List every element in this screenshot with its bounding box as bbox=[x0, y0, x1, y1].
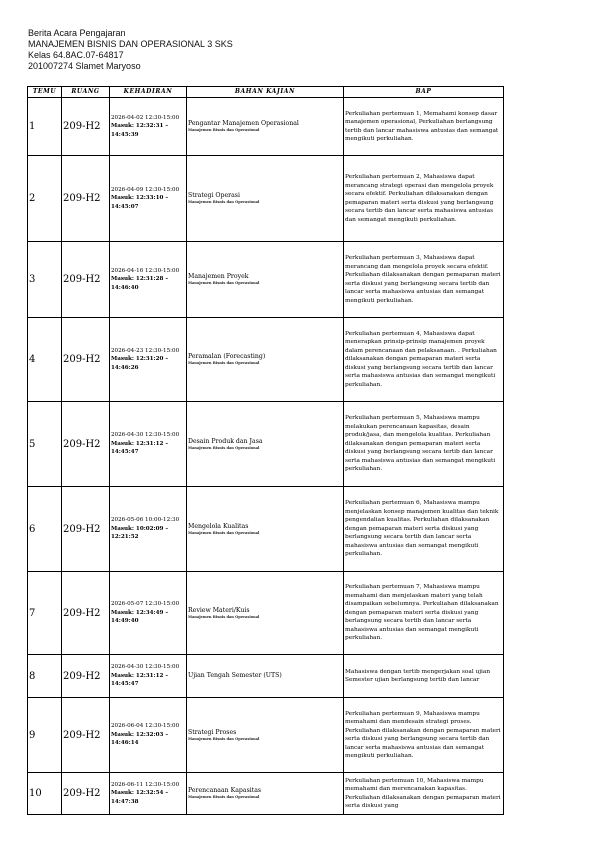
table-row bbox=[28, 156, 504, 242]
table-row bbox=[28, 242, 504, 318]
table-row bbox=[28, 655, 504, 698]
schedule: 2026-04-23 12:30-15:00 bbox=[111, 347, 180, 354]
attendance bbox=[110, 655, 187, 698]
meeting-number: 6 bbox=[28, 487, 62, 572]
topic: Desain Produk dan Jasa bbox=[188, 437, 263, 445]
teaching-report: Perkuliahan pertemuan 4, Mahasiswa dapat menerapkan prinsip-prinsip manajemen proyek dalam perencanaan dan pelaksanaan. . Perkuliahan dilaksanakan dengan pemaparan materi serta diskusi yang berlangsung secara tertib dan lancar serta mahasiswa antusias dan semangat mengikuti perkuliahan. bbox=[344, 318, 504, 402]
meeting-number: 5 bbox=[28, 402, 62, 487]
attendance bbox=[110, 402, 187, 487]
room: 209-H2 bbox=[62, 773, 110, 815]
course-label: Manajemen Bisnis dan Operasional bbox=[188, 128, 260, 132]
column-header-bahan-kajian: BAHAN KAJIAN bbox=[187, 87, 344, 98]
column-header-bap: BAP bbox=[344, 87, 504, 98]
schedule: 2026-04-30 12:30-15:00 bbox=[111, 432, 180, 439]
column-header-ruang: RUANG bbox=[62, 87, 110, 98]
attendance bbox=[110, 773, 187, 815]
teaching-record-table bbox=[27, 86, 504, 815]
room: 209-H2 bbox=[62, 98, 110, 156]
attendance bbox=[110, 487, 187, 572]
schedule: 2026-06-04 12:30-15:00 bbox=[111, 723, 180, 730]
topic: Perencanaan Kapasitas bbox=[188, 787, 262, 794]
schedule: 2026-04-02 12:30-15:00 bbox=[111, 114, 180, 121]
check-in-time: Masuk: 12:31:12 – 14:45:47 bbox=[111, 672, 169, 688]
document-title: Berita Acara Pengajaran bbox=[28, 28, 126, 38]
schedule: 2026-04-30 12:30-15:00 bbox=[111, 664, 180, 671]
schedule: 2026-05-06 10:00-12:30 bbox=[111, 517, 180, 524]
attendance bbox=[110, 242, 187, 318]
table-row bbox=[28, 773, 504, 815]
attendance bbox=[110, 318, 187, 402]
check-in-time: Masuk: 12:34:49 – 14:49:40 bbox=[111, 609, 169, 625]
schedule: 2026-06-11 12:30-15:00 bbox=[111, 781, 180, 788]
teaching-report: Perkuliahan pertemuan 3, Mahasiswa dapat merancang dan mengelola proyek secara efektif. Perkuliahan dilaksanakan dengan pemaparan materi serta diskusi yang berlangsung secara tertib dan lancar serta mahasiswa antusias dan semangat mengikuti perkuliahan. bbox=[344, 242, 504, 318]
room: 209-H2 bbox=[62, 156, 110, 242]
course-material bbox=[187, 402, 344, 487]
column-header-temu: TEMU bbox=[28, 87, 62, 98]
course-label: Manajemen Bisnis dan Operasional bbox=[188, 795, 260, 799]
course-label: Manajemen Bisnis dan Operasional bbox=[188, 281, 260, 285]
table-row bbox=[28, 698, 504, 773]
meeting-number: 1 bbox=[28, 98, 62, 156]
room: 209-H2 bbox=[62, 242, 110, 318]
table-row bbox=[28, 572, 504, 655]
teaching-report: Perkuliahan pertemuan 2, Mahasiswa dapat merancang strategi operasi dan mengelola proyek secara efektif. Perkuliahan dilaksanakan dengan pemaparan materi serta diskusi yang berlangsung secara tertib dan lancar serta mahasiswa antusias dan semangat mengikuti perkuliahan. bbox=[344, 156, 504, 242]
topic: Strategi Operasi bbox=[188, 192, 240, 199]
topic: Pengantar Manajemen Operasional bbox=[188, 120, 299, 127]
meeting-number: 10 bbox=[28, 773, 62, 815]
attendance bbox=[110, 156, 187, 242]
course-material bbox=[187, 318, 344, 402]
topic: Peramalan (Forecasting) bbox=[188, 353, 266, 360]
course-material bbox=[187, 487, 344, 572]
schedule: 2026-04-09 12:30-15:00 bbox=[111, 186, 180, 193]
teaching-report: Perkuliahan pertemuan 6, Mahasiswa mampu menjelaskan konsep manajemen kualitas dan teknik pengendalian kualitas. Perkuliahan dilaksanakan dengan pemaparan materi serta diskusi yang berlangsung secara tertib dan lancar serta mahasiswa antusias dan semangat mengikuti perkuliahan. bbox=[344, 487, 504, 572]
teaching-report: Perkuliahan pertemuan 10, Mahasiswa mampu memahami dan merencanakan kapasitas. Perkuliahan dilaksanakan dengan pemaparan materi serta diskusi yang bbox=[344, 773, 504, 815]
schedule: 2026-04-16 12:30-15:00 bbox=[111, 267, 180, 274]
check-in-time: Masuk: 12:32:31 – 14:45:39 bbox=[111, 123, 169, 138]
course-label: Manajemen Bisnis dan Operasional bbox=[188, 614, 260, 619]
meeting-number: 7 bbox=[28, 572, 62, 655]
course-material bbox=[187, 242, 344, 318]
class-code: Kelas 64.8AC.07-64817 bbox=[28, 50, 124, 60]
teaching-report: Mahasiswa dengan tertib mengerjakan soal ujian Semester ujian berlangsung tertib dan lancar bbox=[344, 655, 504, 698]
course-material bbox=[187, 655, 344, 698]
column-header-kehadiran: KEHADIRAN bbox=[110, 87, 187, 98]
table-row bbox=[28, 318, 504, 402]
attendance bbox=[110, 98, 187, 156]
table-row bbox=[28, 98, 504, 156]
check-in-time: Masuk: 12:33:10 – 14:45:07 bbox=[111, 195, 169, 210]
teaching-report: Perkuliahan pertemuan 1, Memahami konsep dasar manajemen operasional, Perkuliahan berlangsung tertib dan lancar mahasiswa antusias dan semangat mengikuti perkuliahan. bbox=[344, 98, 504, 156]
course-label: Manajemen Bisnis dan Operasional bbox=[188, 736, 260, 741]
teaching-report: Perkuliahan pertemuan 5, Mahasiswa mampu melakukan perencanaan kapasitas, desain produk/jasa, dan mengelola kualitas. Perkuliahan dilaksanakan dengan pemaparan materi serta diskusi yang berlangsung secara tertib dan lancar serta mahasiswa antusias dan semangat mengikuti perkuliahan. bbox=[344, 402, 504, 487]
room: 209-H2 bbox=[62, 698, 110, 773]
course-material bbox=[187, 98, 344, 156]
lecturer-name: 201007274 Slamet Maryoso bbox=[28, 61, 141, 71]
room: 209-H2 bbox=[62, 318, 110, 402]
course-material bbox=[187, 156, 344, 242]
course-name: MANAJEMEN BISNIS DAN OPERASIONAL 3 SKS bbox=[28, 39, 233, 49]
topic: Mengelola Kualitas bbox=[188, 522, 249, 530]
teaching-report: Perkuliahan pertemuan 7, Mahasiswa mampu memahami dan menjelaskan materi yang telah disampaikan sebelumnya. Perkuliahan dilaksanakan dengan pemaparan materi serta diskusi yang berlangsung secara tertib dan lancar serta mahasiswa antusias dan semangat mengikuti perkuliahan. bbox=[344, 572, 504, 655]
check-in-time: Masuk: 12:31:12 – 14:45:47 bbox=[111, 440, 169, 456]
topic: Ujian Tengah Semester (UTS) bbox=[188, 672, 282, 679]
room: 209-H2 bbox=[62, 487, 110, 572]
meeting-number: 4 bbox=[28, 318, 62, 402]
check-in-time: Masuk: 12:31:28 – 14:46:40 bbox=[111, 276, 169, 291]
schedule: 2026-05-07 12:30-15:00 bbox=[111, 601, 180, 608]
teaching-report: Perkuliahan pertemuan 9, Mahasiswa mampu memahami dan mendesain strategi proses. Perkuliahan dilaksanakan dengan pemaparan materi serta diskusi yang berlangsung secara tertib dan lancar serta mahasiswa antusias dan semangat mengikuti perkuliahan. bbox=[344, 698, 504, 773]
check-in-time: Masuk: 12:32:03 – 14:46:14 bbox=[111, 731, 169, 747]
course-label: Manajemen Bisnis dan Operasional bbox=[188, 200, 260, 204]
meeting-number: 8 bbox=[28, 655, 62, 698]
course-label: Manajemen Bisnis dan Operasional bbox=[188, 530, 260, 535]
check-in-time: Masuk: 10:02:09 – 12:21:52 bbox=[111, 525, 169, 541]
course-label: Manajemen Bisnis dan Operasional bbox=[188, 445, 260, 450]
room: 209-H2 bbox=[62, 655, 110, 698]
attendance bbox=[110, 572, 187, 655]
room: 209-H2 bbox=[62, 402, 110, 487]
topic: Strategi Proses bbox=[188, 728, 237, 736]
table-header-row bbox=[28, 87, 504, 98]
table-row bbox=[28, 402, 504, 487]
room: 209-H2 bbox=[62, 572, 110, 655]
check-in-time: Masuk: 12:31:20 – 14:46:26 bbox=[111, 356, 169, 371]
check-in-time: Masuk: 12:32:54 – 14:47:38 bbox=[111, 790, 169, 805]
course-material bbox=[187, 698, 344, 773]
course-label: Manajemen Bisnis dan Operasional bbox=[188, 361, 260, 365]
course-material bbox=[187, 572, 344, 655]
meeting-number: 2 bbox=[28, 156, 62, 242]
meeting-number: 3 bbox=[28, 242, 62, 318]
attendance bbox=[110, 698, 187, 773]
course-material bbox=[187, 773, 344, 815]
topic: Review Materi/Kuis bbox=[188, 606, 250, 614]
topic: Manajemen Proyek bbox=[188, 273, 249, 280]
document-header bbox=[28, 28, 233, 72]
meeting-number: 9 bbox=[28, 698, 62, 773]
table-row bbox=[28, 487, 504, 572]
